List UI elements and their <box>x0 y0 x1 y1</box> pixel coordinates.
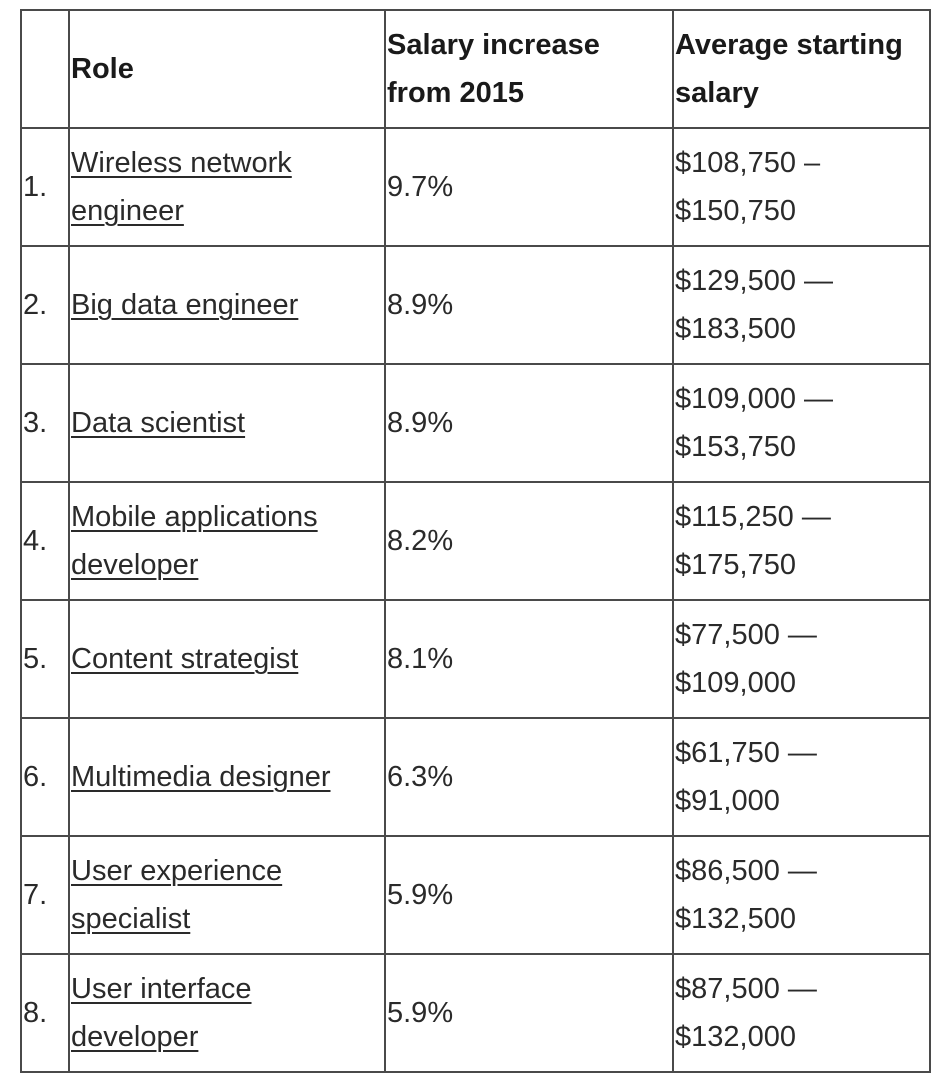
increase-cell: 8.9% <box>385 246 673 364</box>
header-salary-increase: Salary increase from 2015 <box>385 10 673 128</box>
salary-high: $132,500 <box>675 903 796 935</box>
table-row <box>21 954 930 1072</box>
salary-high: $132,000 <box>675 1021 796 1053</box>
table-row <box>21 128 930 246</box>
salary-low: $87,500 — <box>675 973 817 1005</box>
salary-cell <box>673 954 930 1072</box>
role-cell <box>69 718 385 836</box>
role-cell <box>69 600 385 718</box>
role-cell <box>69 364 385 482</box>
table-row <box>21 246 930 364</box>
table-row <box>21 836 930 954</box>
row-number: 5. <box>21 600 69 718</box>
salary-cell <box>673 246 930 364</box>
role-link[interactable]: Mobile applications developer <box>71 501 318 581</box>
role-cell <box>69 836 385 954</box>
increase-cell: 9.7% <box>385 128 673 246</box>
row-number: 7. <box>21 836 69 954</box>
salary-low: $61,750 — <box>675 737 817 769</box>
header-role: Role <box>69 10 385 128</box>
increase-cell: 8.9% <box>385 364 673 482</box>
row-number: 4. <box>21 482 69 600</box>
increase-cell: 5.9% <box>385 954 673 1072</box>
role-cell <box>69 246 385 364</box>
salary-high: $153,750 <box>675 431 796 463</box>
role-cell <box>69 482 385 600</box>
row-number: 1. <box>21 128 69 246</box>
salary-cell <box>673 364 930 482</box>
salary-low: $86,500 — <box>675 855 817 887</box>
row-number: 8. <box>21 954 69 1072</box>
salary-cell <box>673 600 930 718</box>
salary-low: $77,500 — <box>675 619 817 651</box>
salary-high: $175,750 <box>675 549 796 581</box>
table-row <box>21 482 930 600</box>
table-row <box>21 600 930 718</box>
role-link[interactable]: Multimedia designer <box>71 761 331 793</box>
role-link[interactable]: Wireless network engineer <box>71 147 292 227</box>
role-link[interactable]: Content strategist <box>71 643 299 675</box>
increase-cell: 5.9% <box>385 836 673 954</box>
role-link[interactable]: Data scientist <box>71 407 246 439</box>
salary-low: $115,250 — <box>675 501 831 533</box>
role-cell <box>69 128 385 246</box>
increase-cell: 8.1% <box>385 600 673 718</box>
table-row <box>21 718 930 836</box>
role-cell <box>69 954 385 1072</box>
salary-cell <box>673 128 930 246</box>
role-link[interactable]: Big data engineer <box>71 289 299 321</box>
increase-cell: 8.2% <box>385 482 673 600</box>
salary-low: $108,750 – <box>675 147 821 179</box>
salary-low: $109,000 — <box>675 383 834 415</box>
salary-cell <box>673 836 930 954</box>
increase-cell: 6.3% <box>385 718 673 836</box>
header-average-starting-salary: Average starting salary <box>673 10 930 128</box>
header-row <box>21 10 930 128</box>
salary-high: $150,750 <box>675 195 796 227</box>
header-number <box>21 10 69 128</box>
row-number: 3. <box>21 364 69 482</box>
salary-cell <box>673 718 930 836</box>
role-link[interactable]: User experience specialist <box>71 855 283 935</box>
table-row <box>21 364 930 482</box>
salary-cell <box>673 482 930 600</box>
row-number: 2. <box>21 246 69 364</box>
salary-high: $109,000 <box>675 667 796 699</box>
salary-low: $129,500 — <box>675 265 834 297</box>
row-number: 6. <box>21 718 69 836</box>
salary-high: $91,000 <box>675 785 780 817</box>
role-link[interactable]: User interface developer <box>71 973 252 1053</box>
salary-table <box>20 9 931 1073</box>
salary-high: $183,500 <box>675 313 796 345</box>
